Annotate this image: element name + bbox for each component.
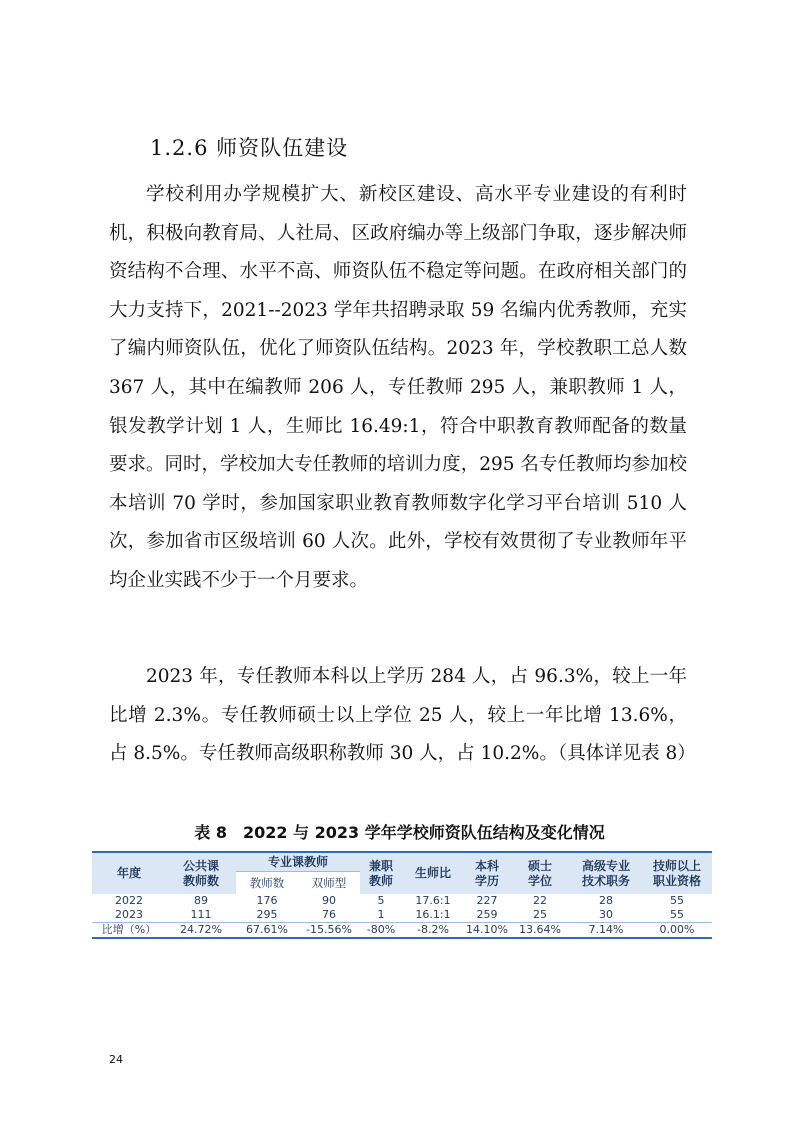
- header-prof-dual: 双师型: [298, 872, 360, 895]
- cell: 14.10%: [464, 923, 510, 939]
- header-parttime-text: 兼职教师: [368, 858, 393, 888]
- header-professional-teachers: 专业课教师: [236, 852, 360, 872]
- header-senior-title-text: 高级专业技术职务: [581, 858, 630, 888]
- header-bachelor-text: 本科学历: [474, 858, 499, 888]
- cell: 1: [377, 908, 385, 921]
- cell: 24.72%: [166, 923, 236, 939]
- header-year: 年度: [92, 852, 166, 894]
- cell: 17.6:1: [415, 894, 451, 907]
- table-caption: 表 8 2022 与 2023 学年学校师资队伍结构及变化情况: [194, 823, 605, 842]
- cell: 55: [670, 908, 684, 921]
- cell: 30: [599, 908, 613, 921]
- header-public-teachers: [166, 852, 236, 894]
- cell: 25: [533, 908, 547, 921]
- paragraph-teacher-qualifications: 2023 年，专任教师本科以上学历 284 人，占 96.3%，较上一年比增 2.3%。专任教师硕士以上学位 25 人，较上一年比增 13.6%，占 8.5%。专任教师高级职称教师 30 人，占 10.2%。（具体详见表 8）: [109, 666, 696, 765]
- cell: 89: [194, 894, 208, 907]
- cell: 13.64%: [510, 923, 570, 939]
- cell: 28: [599, 894, 613, 907]
- cell: 22: [533, 894, 547, 907]
- header-prof-teacher-count: 教师数: [236, 872, 298, 895]
- header-bachelor: [464, 852, 510, 894]
- header-ratio: 生师比: [402, 852, 464, 894]
- cell: 176: [256, 894, 278, 907]
- header-technician: [642, 852, 712, 894]
- cell: 5: [377, 894, 385, 907]
- cell: 111: [190, 908, 212, 921]
- teacher-structure-table: [92, 851, 712, 939]
- paragraph-teacher-recruitment: 学校利用办学规模扩大、新校区建设、高水平专业建设的有利时机，积极向教育局、人社局、区政府编办等上级部门争取，逐步解决师资结构不合理、水平不高、师资队伍不稳定等问题。在政府相关部门的大力支持下，2021--2023 学年共招聘录取 59 名编内优秀教师，充实了编内师资队伍，优化了师资队伍结构。2023 年，学校教职工总人数 367 人，其中在编教师 206 人，专任教师 295 人，兼职教师 1 人，银发教学计划 1 人，生师比 16.49:1，符合中职教育教师配备的数量要求。同时，学校加大专任教师的培训力度，295 名专任教师均参加校本培训 70 学时，参加国家职业教育教师数字化学习平台培训 510 人次，参加省市区级培训 60 人次。此外，学校有效贯彻了专业教师年平均企业实践不少于一个月要求。: [109, 184, 687, 591]
- table-row-2023: [92, 908, 712, 923]
- header-parttime: [360, 852, 402, 894]
- page-number: 24: [109, 1053, 123, 1066]
- header-master: [510, 852, 570, 894]
- cell: 295: [256, 908, 278, 921]
- cell: 76: [322, 908, 336, 921]
- cell: 90: [322, 894, 336, 907]
- table-row-2022: [92, 894, 712, 908]
- cell: 259: [476, 908, 498, 921]
- cell: 7.14%: [570, 923, 642, 939]
- cell: 16.1:1: [415, 908, 451, 921]
- cell: 0.00%: [642, 923, 712, 939]
- header-senior-title: [570, 852, 642, 894]
- table-row-change: [92, 923, 712, 939]
- section-heading: 1.2.6 师资队伍建设: [150, 136, 349, 160]
- cell: 227: [476, 894, 498, 907]
- cell: 2023: [115, 908, 143, 921]
- cell: 55: [670, 894, 684, 907]
- header-public-teachers-text: 公共课教师数: [182, 858, 219, 888]
- cell: -15.56%: [298, 923, 360, 939]
- cell: 67.61%: [236, 923, 298, 939]
- header-technician-text: 技师以上职业资格: [652, 858, 701, 888]
- cell: 2022: [115, 894, 143, 907]
- header-master-text: 硕士学位: [527, 858, 552, 888]
- cell: -8.2%: [402, 923, 464, 939]
- cell: 比增（%）: [92, 923, 166, 939]
- cell: -80%: [360, 923, 402, 939]
